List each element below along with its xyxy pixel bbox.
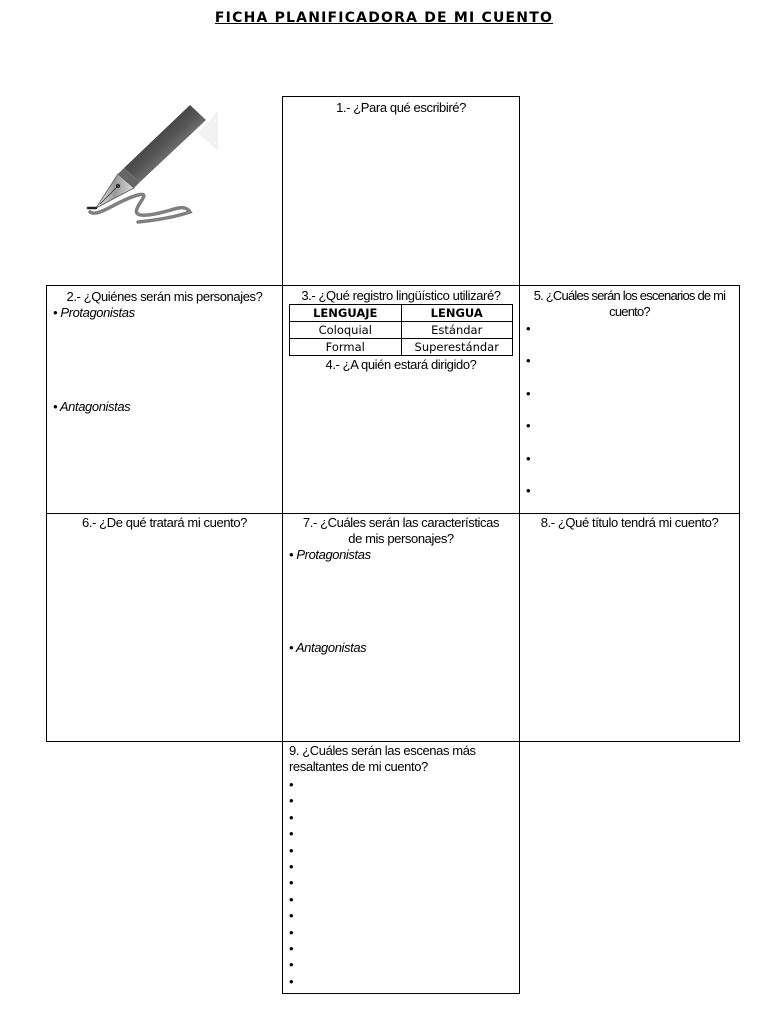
list-item: • <box>289 924 294 940</box>
q4-question: 4.- ¿A quién estará dirigido? <box>325 357 477 372</box>
bullet: • <box>289 547 294 562</box>
list-item: • <box>526 353 531 369</box>
list-item: • <box>289 777 294 792</box>
page-title: FICHA PLANIFICADORA DE MI CUENTO <box>214 10 554 26</box>
list-item: • <box>289 793 294 809</box>
q3-q4-box <box>282 285 520 514</box>
register-cell: Superestándar <box>401 339 513 356</box>
q1-box <box>282 96 520 286</box>
fountain-pen-icon <box>78 100 218 230</box>
q3-question: 3.- ¿Qué registro lingüístico utilizaré? <box>301 288 501 303</box>
q5-box <box>519 285 740 514</box>
q8-box <box>519 513 740 742</box>
q9-bullet-list <box>283 777 519 990</box>
list-item: • <box>289 908 294 924</box>
q2-box <box>46 285 283 514</box>
q9-box <box>282 741 520 994</box>
q6-box <box>46 513 283 742</box>
q7-question: 7.- ¿Cuáles serán las características de mis personajes? <box>302 515 500 546</box>
q8-question: 8.- ¿Qué título tendrá mi cuento? <box>540 515 719 530</box>
register-table <box>289 304 513 356</box>
q5-bullet-list <box>520 321 739 515</box>
list-item: • <box>289 875 294 891</box>
protagonists-text: Protagonistas <box>60 305 135 320</box>
table-row <box>290 322 513 339</box>
q9-question: 9. ¿Cuáles serán las escenas más resaltantes de mi cuento? <box>289 743 476 774</box>
list-item: • <box>289 957 294 973</box>
antagonists-text: Antagonistas <box>295 640 367 655</box>
bullet: • <box>53 305 58 320</box>
q5-question: 5. ¿Cuáles serán los escenarios de mi cuento? <box>533 288 726 319</box>
list-item: • <box>289 973 294 989</box>
register-cell: Formal <box>290 339 402 356</box>
list-item: • <box>289 809 294 825</box>
bullet: • <box>289 640 294 655</box>
q7-protagonists-label <box>283 547 519 563</box>
antagonists-text: Antagonistas <box>59 399 131 414</box>
bullet: • <box>53 399 58 414</box>
protagonists-text: Protagonistas <box>296 547 371 562</box>
q1-question: 1.- ¿Para qué escribiré? <box>336 100 466 115</box>
list-item: • <box>289 940 294 956</box>
register-header-row <box>290 305 513 322</box>
list-item: • <box>289 842 294 858</box>
register-cell: Estándar <box>401 322 513 339</box>
list-item: • <box>526 321 531 336</box>
q2-antagonists-label <box>47 399 282 415</box>
q2-protagonists-label <box>47 305 282 321</box>
list-item: • <box>289 891 294 907</box>
list-item: • <box>289 858 294 874</box>
q7-box <box>282 513 520 742</box>
register-cell: Coloquial <box>290 322 402 339</box>
q2-question: 2.- ¿Quiénes serán mis personajes? <box>66 289 263 304</box>
list-item: • <box>526 418 531 434</box>
list-item: • <box>526 482 531 498</box>
register-header-lengua: LENGUA <box>401 305 513 322</box>
q6-question: 6.- ¿De qué tratará mi cuento? <box>81 515 248 530</box>
list-item: • <box>526 385 531 401</box>
table-row <box>290 339 513 356</box>
register-header-lenguaje: LENGUAJE <box>290 305 402 322</box>
q7-antagonists-label <box>283 640 519 656</box>
list-item: • <box>289 826 294 842</box>
list-item: • <box>526 450 531 466</box>
